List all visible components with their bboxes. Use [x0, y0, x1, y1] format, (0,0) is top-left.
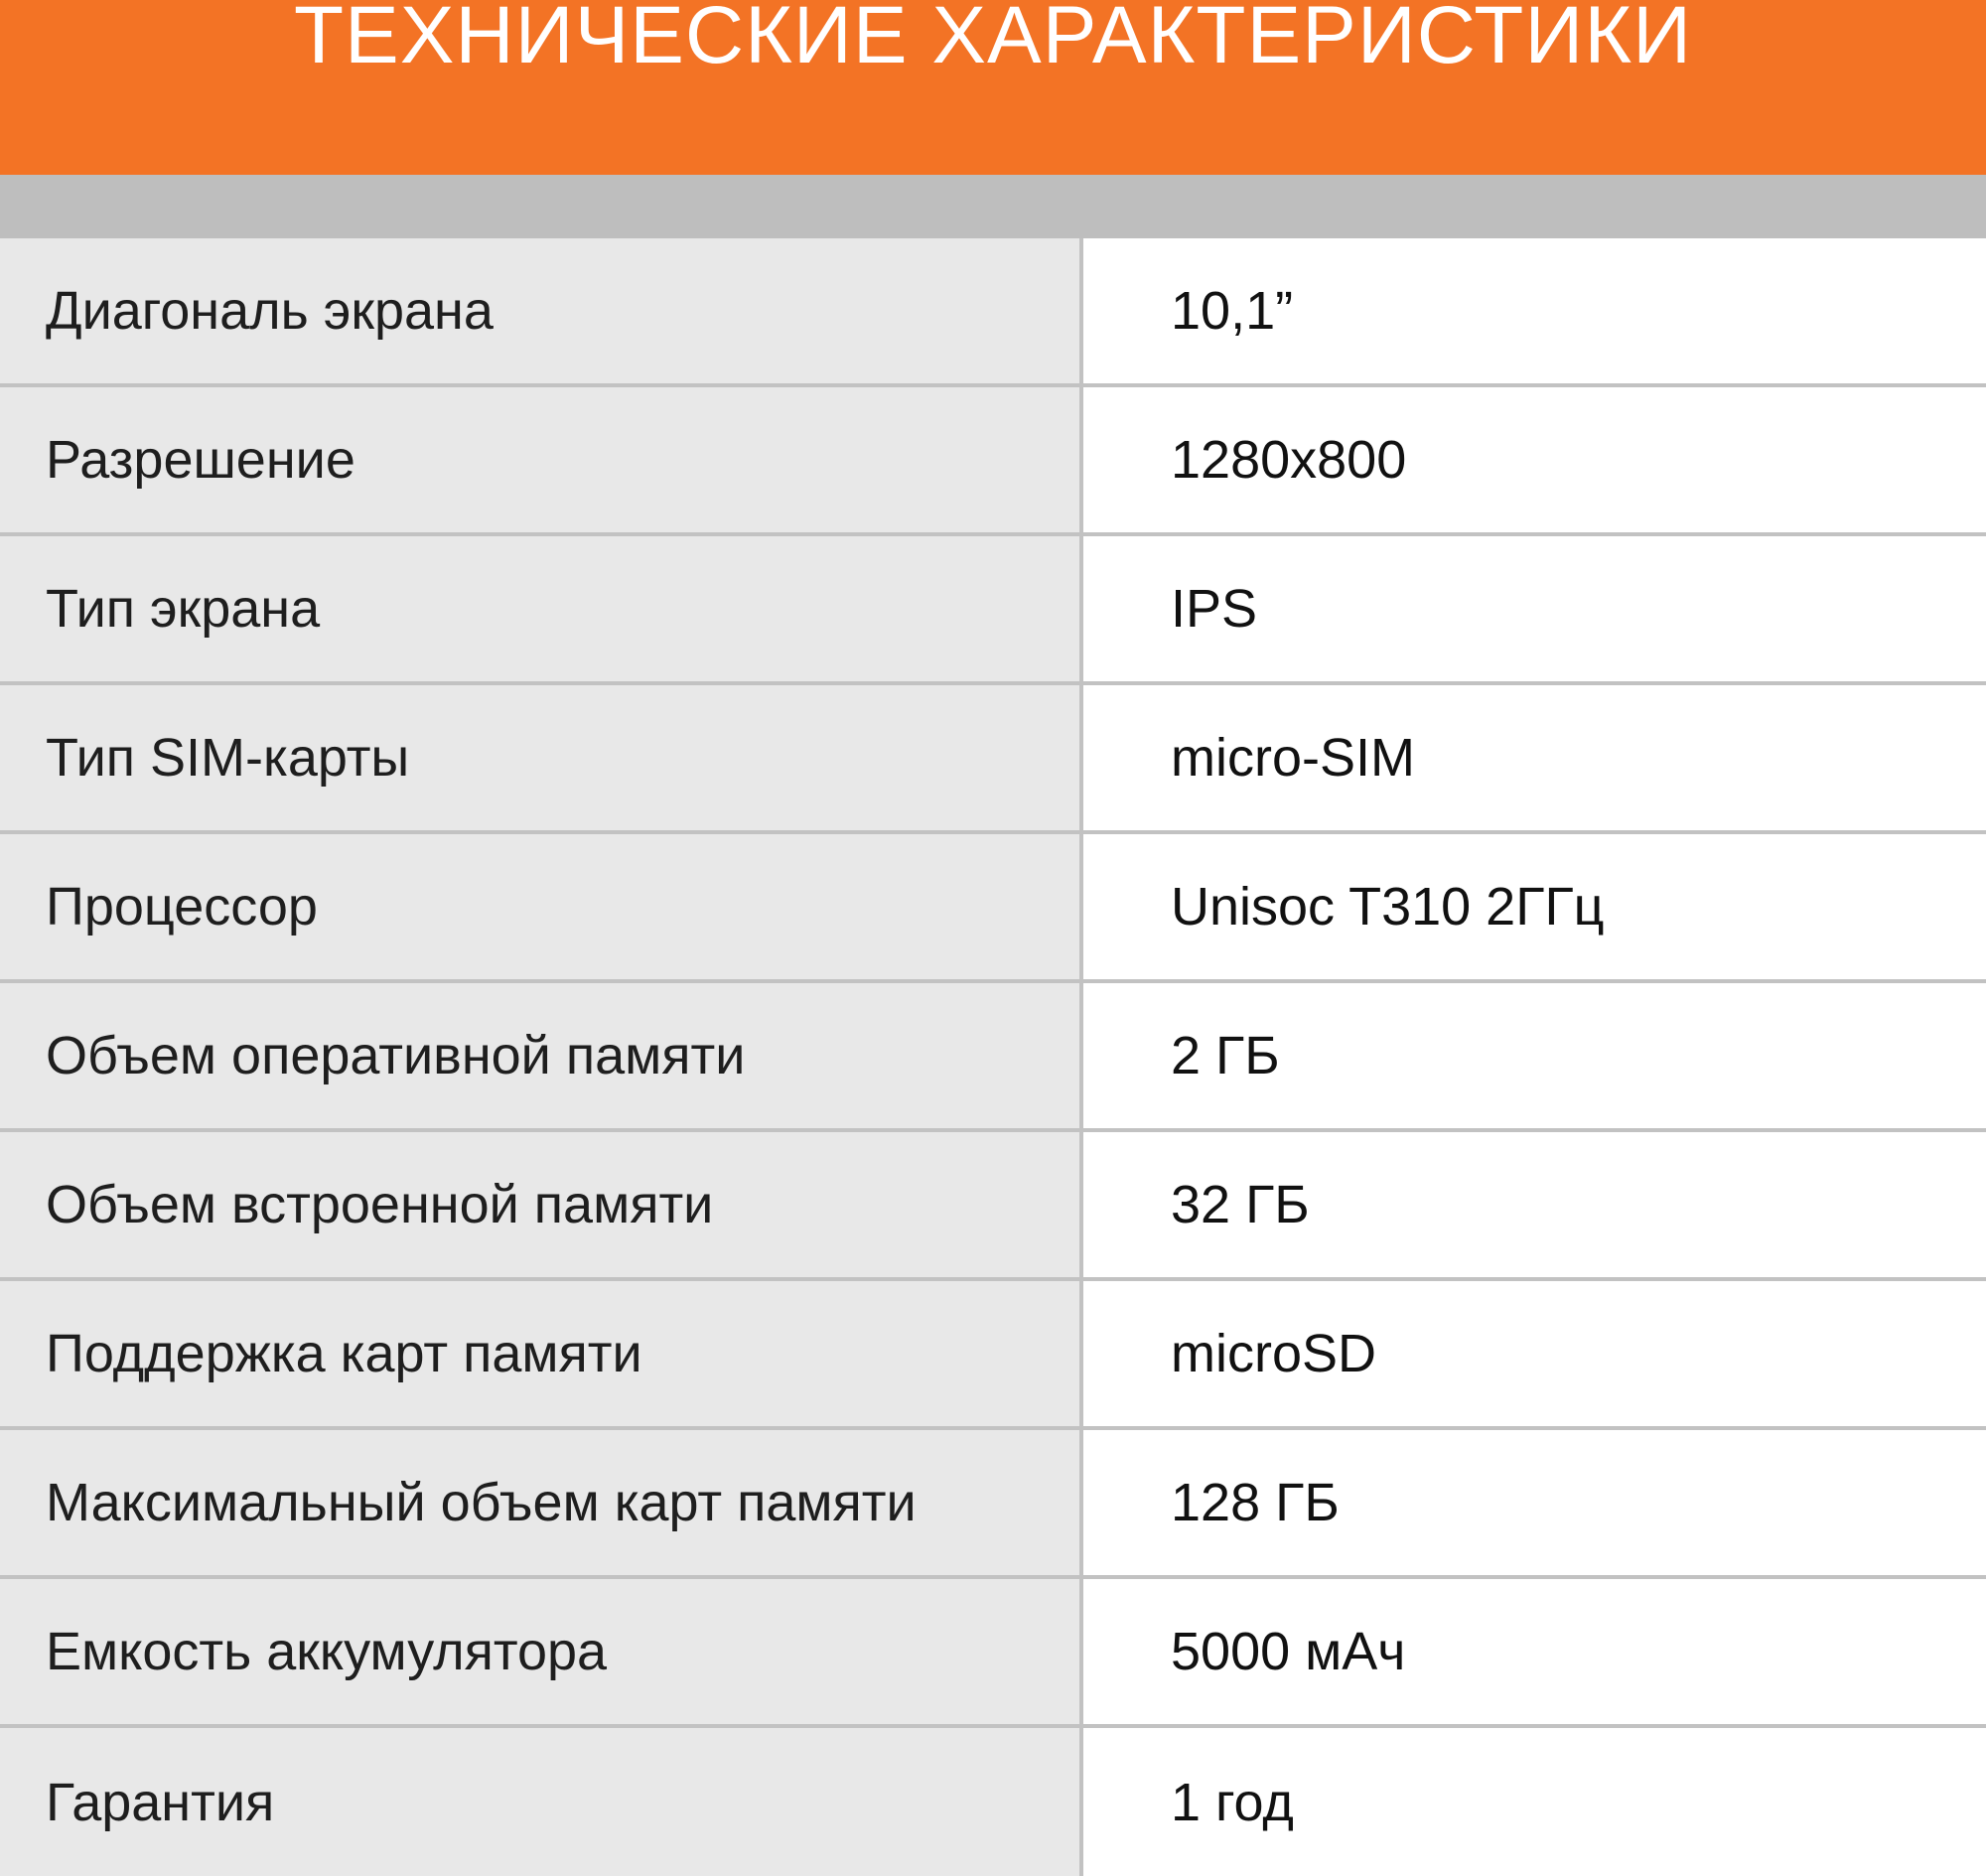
- spec-label-cell: [0, 685, 1083, 830]
- spec-row-resolution: [0, 387, 1986, 536]
- spec-label: Поддержка карт памяти: [46, 1324, 642, 1383]
- spec-value-cell: [1087, 387, 1986, 532]
- spec-label-cell: [0, 1728, 1083, 1876]
- spec-label: Разрешение: [46, 430, 355, 490]
- spec-label-cell: [0, 1132, 1083, 1277]
- spec-value-cell: [1087, 1132, 1986, 1277]
- spec-row-sim-type: [0, 685, 1986, 834]
- spec-label-cell: [0, 238, 1083, 383]
- spec-table: [0, 238, 1986, 1876]
- spec-value-cell: [1087, 834, 1986, 979]
- spec-label-cell: [0, 1281, 1083, 1426]
- spec-value: 10,1”: [1171, 281, 1294, 341]
- spec-label-cell: [0, 1579, 1083, 1724]
- spec-row-processor: [0, 834, 1986, 983]
- spec-label-cell: [0, 983, 1083, 1128]
- spec-value: microSD: [1171, 1324, 1377, 1383]
- spec-value: micro-SIM: [1171, 728, 1415, 788]
- spec-label: Процессор: [46, 877, 318, 937]
- spec-value-cell: [1087, 536, 1986, 681]
- spec-label: Максимальный объем карт памяти: [46, 1473, 917, 1532]
- spec-value-cell: [1087, 1430, 1986, 1575]
- spec-label-cell: [0, 1430, 1083, 1575]
- spec-value-cell: [1087, 1728, 1986, 1876]
- spec-label: Гарантия: [46, 1773, 275, 1832]
- spec-value: Unisoc T310 2ГГц: [1171, 877, 1605, 937]
- page-title: ТЕХНИЧЕСКИЕ ХАРАКТЕРИСТИКИ: [293, 0, 1693, 80]
- spec-value: 1 год: [1171, 1773, 1294, 1832]
- spec-row-storage: [0, 1132, 1986, 1281]
- spec-value-cell: [1087, 1579, 1986, 1724]
- spec-label: Тип экрана: [46, 579, 321, 639]
- spec-value: 2 ГБ: [1171, 1026, 1280, 1085]
- spec-value: 128 ГБ: [1171, 1473, 1340, 1532]
- spec-value-cell: [1087, 685, 1986, 830]
- spec-row-warranty: [0, 1728, 1986, 1876]
- spec-label: Диагональ экрана: [46, 281, 494, 341]
- spec-row-screen-diagonal: [0, 238, 1986, 387]
- spec-label: Емкость аккумулятора: [46, 1622, 608, 1681]
- spec-label-cell: [0, 536, 1083, 681]
- spec-label-cell: [0, 834, 1083, 979]
- spec-value-cell: [1087, 238, 1986, 383]
- header-divider-band: [0, 175, 1986, 238]
- spec-value: IPS: [1171, 579, 1258, 639]
- spec-label-cell: [0, 387, 1083, 532]
- spec-label: Объем встроенной памяти: [46, 1175, 714, 1234]
- spec-label: Объем оперативной памяти: [46, 1026, 746, 1085]
- header-banner: [0, 0, 1986, 175]
- spec-row-card-support: [0, 1281, 1986, 1430]
- spec-value-cell: [1087, 1281, 1986, 1426]
- spec-value: 32 ГБ: [1171, 1175, 1310, 1234]
- spec-value: 1280x800: [1171, 430, 1407, 490]
- spec-row-ram: [0, 983, 1986, 1132]
- spec-label: Тип SIM-карты: [46, 728, 410, 788]
- spec-row-max-card: [0, 1430, 1986, 1579]
- spec-value: 5000 мАч: [1171, 1622, 1406, 1681]
- spec-row-screen-type: [0, 536, 1986, 685]
- spec-value-cell: [1087, 983, 1986, 1128]
- spec-row-battery: [0, 1579, 1986, 1728]
